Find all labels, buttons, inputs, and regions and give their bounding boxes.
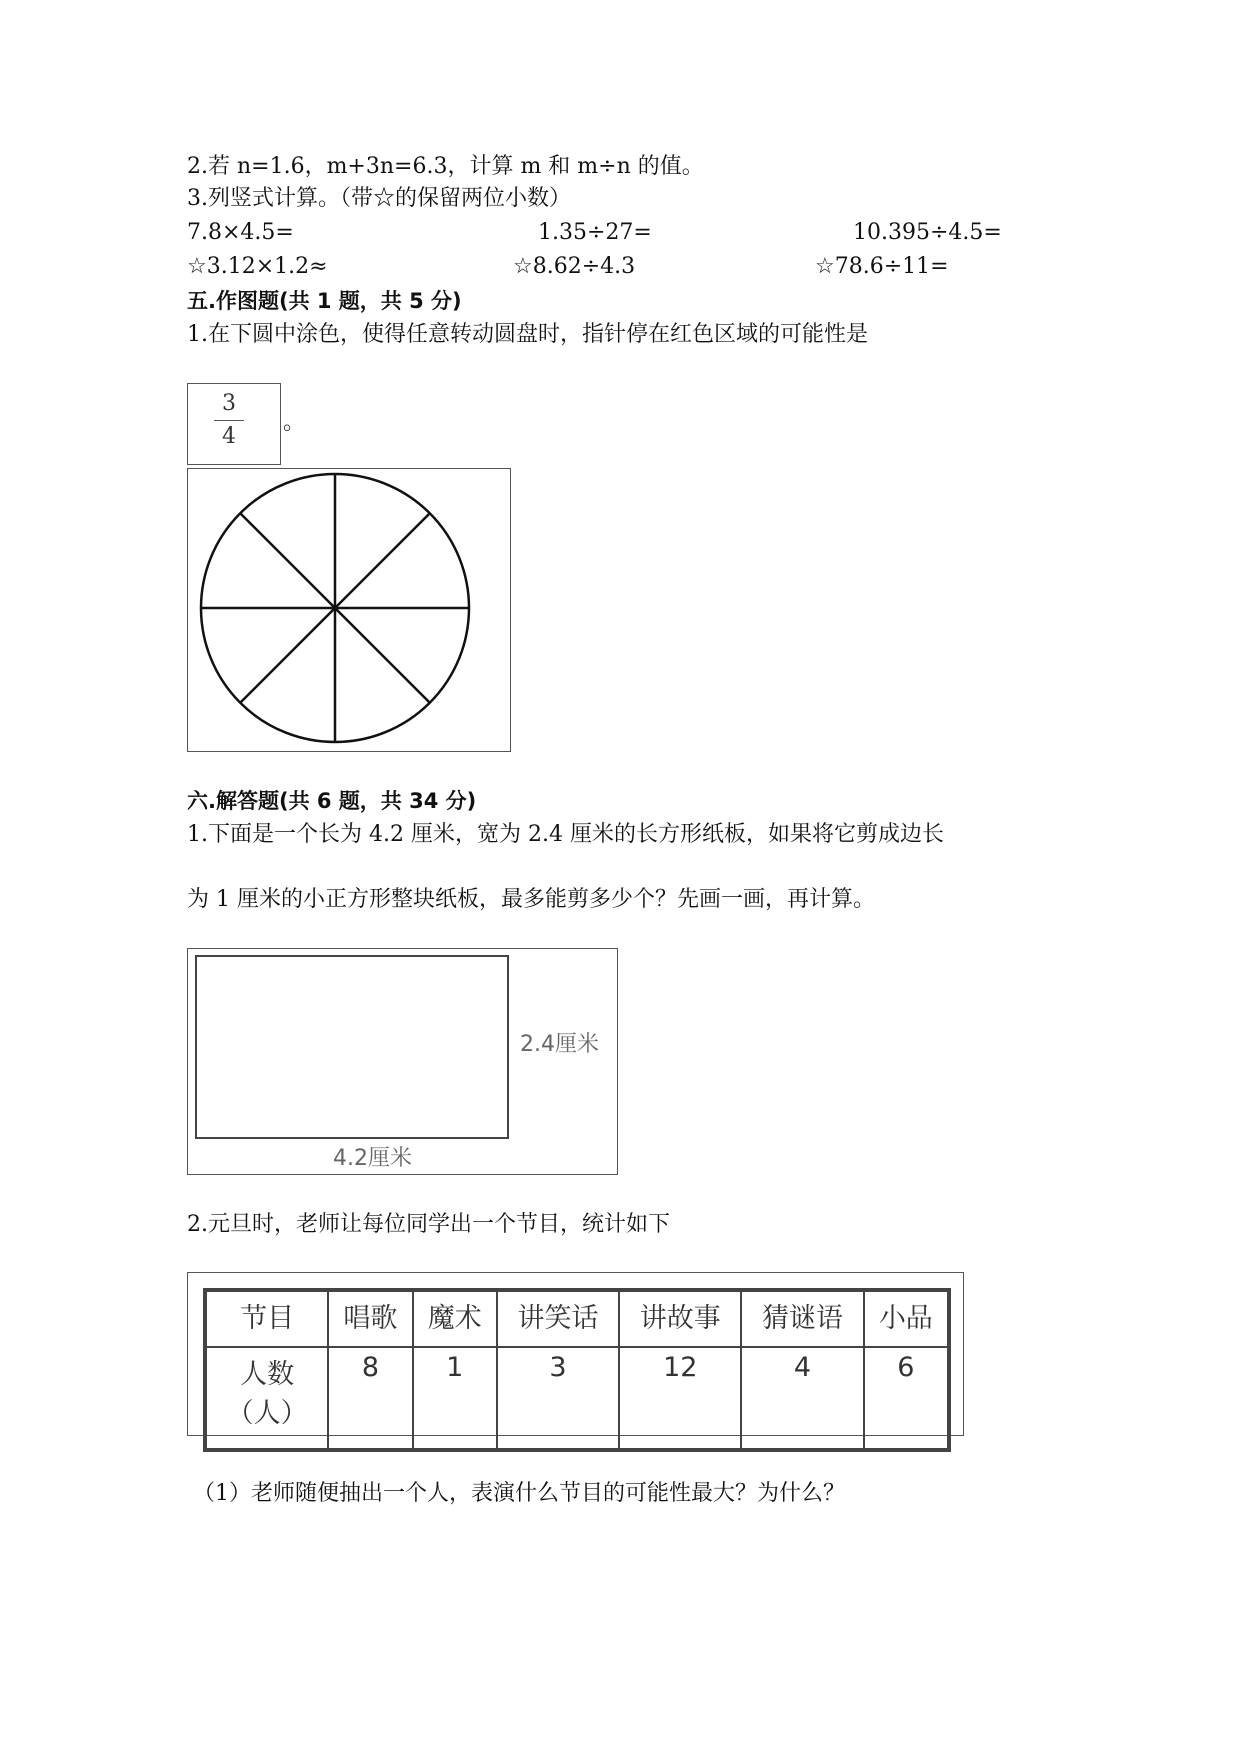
row-label-cell <box>206 1347 328 1449</box>
row-label-line: 人数 <box>240 1359 295 1390</box>
calc-item: 1.35÷27= <box>538 220 652 245</box>
row-label-line: （人） <box>226 1398 308 1429</box>
table-header-cell: 讲笑话 <box>497 1291 619 1347</box>
fraction <box>214 390 244 451</box>
table-cell: 8 <box>328 1347 412 1449</box>
question-3: 3.列竖式计算。（带☆的保留两位小数） <box>187 186 571 211</box>
table-cell: 6 <box>864 1347 948 1449</box>
table-header-cell: 唱歌 <box>328 1291 412 1347</box>
table-header-cell: 猜谜语 <box>741 1291 863 1347</box>
section-6-question-1-line-2: 为 1 厘米的小正方形整块纸板，最多能剪多少个？先画一画，再计算。 <box>187 887 875 912</box>
section-6-heading: 六.解答题(共 6 题，共 34 分) <box>187 789 477 813</box>
cardboard-rectangle <box>195 955 509 1139</box>
question-2: 2.若 n=1.6，m+3n=6.3，计算 m 和 m÷n 的值。 <box>187 154 704 179</box>
calc-item: 10.395÷4.5= <box>853 220 1002 245</box>
fraction-period: 。 <box>283 410 306 435</box>
section-5-question-1: 1.在下圆中涂色，使得任意转动圆盘时，指针停在红色区域的可能性是 <box>187 322 868 347</box>
calc-item: 7.8×4.5= <box>187 220 294 245</box>
section-6-question-1-line-1: 1.下面是一个长为 4.2 厘米，宽为 2.4 厘米的长方形纸板，如果将它剪成边长 <box>187 822 944 847</box>
table-cell: 4 <box>741 1347 863 1449</box>
table-header-cell: 小品 <box>864 1291 948 1347</box>
section-6-question-2: 2.元旦时，老师让每位同学出一个节目，统计如下 <box>187 1212 670 1237</box>
section-6-question-2-sub-1: （1）老师随便抽出一个人，表演什么节目的可能性最大？为什么？ <box>193 1481 845 1506</box>
calc-item: ☆78.6÷11= <box>815 254 949 279</box>
calc-item: ☆3.12×1.2≈ <box>187 254 328 279</box>
fraction-bar <box>214 420 244 421</box>
table-cell: 1 <box>413 1347 497 1449</box>
spinner-circle <box>188 469 510 751</box>
table-header-cell: 讲故事 <box>619 1291 741 1347</box>
table-header-cell: 节目 <box>206 1291 328 1347</box>
length-label: 4.2厘米 <box>333 1146 412 1171</box>
program-stats-table <box>205 1290 949 1450</box>
table-header-row <box>206 1291 948 1347</box>
fraction-denominator: 4 <box>222 424 236 449</box>
rectangle-figure <box>187 948 618 1175</box>
section-5-heading: 五.作图题(共 1 题，共 5 分) <box>187 289 462 313</box>
circle-figure <box>187 468 511 752</box>
table-cell: 3 <box>497 1347 619 1449</box>
table-header-cell: 魔术 <box>413 1291 497 1347</box>
width-label: 2.4厘米 <box>520 1032 599 1057</box>
fraction-box <box>187 383 281 465</box>
table-row <box>206 1347 948 1449</box>
table-cell: 12 <box>619 1347 741 1449</box>
calc-item: ☆8.62÷4.3 <box>513 254 636 279</box>
fraction-numerator: 3 <box>222 391 236 416</box>
